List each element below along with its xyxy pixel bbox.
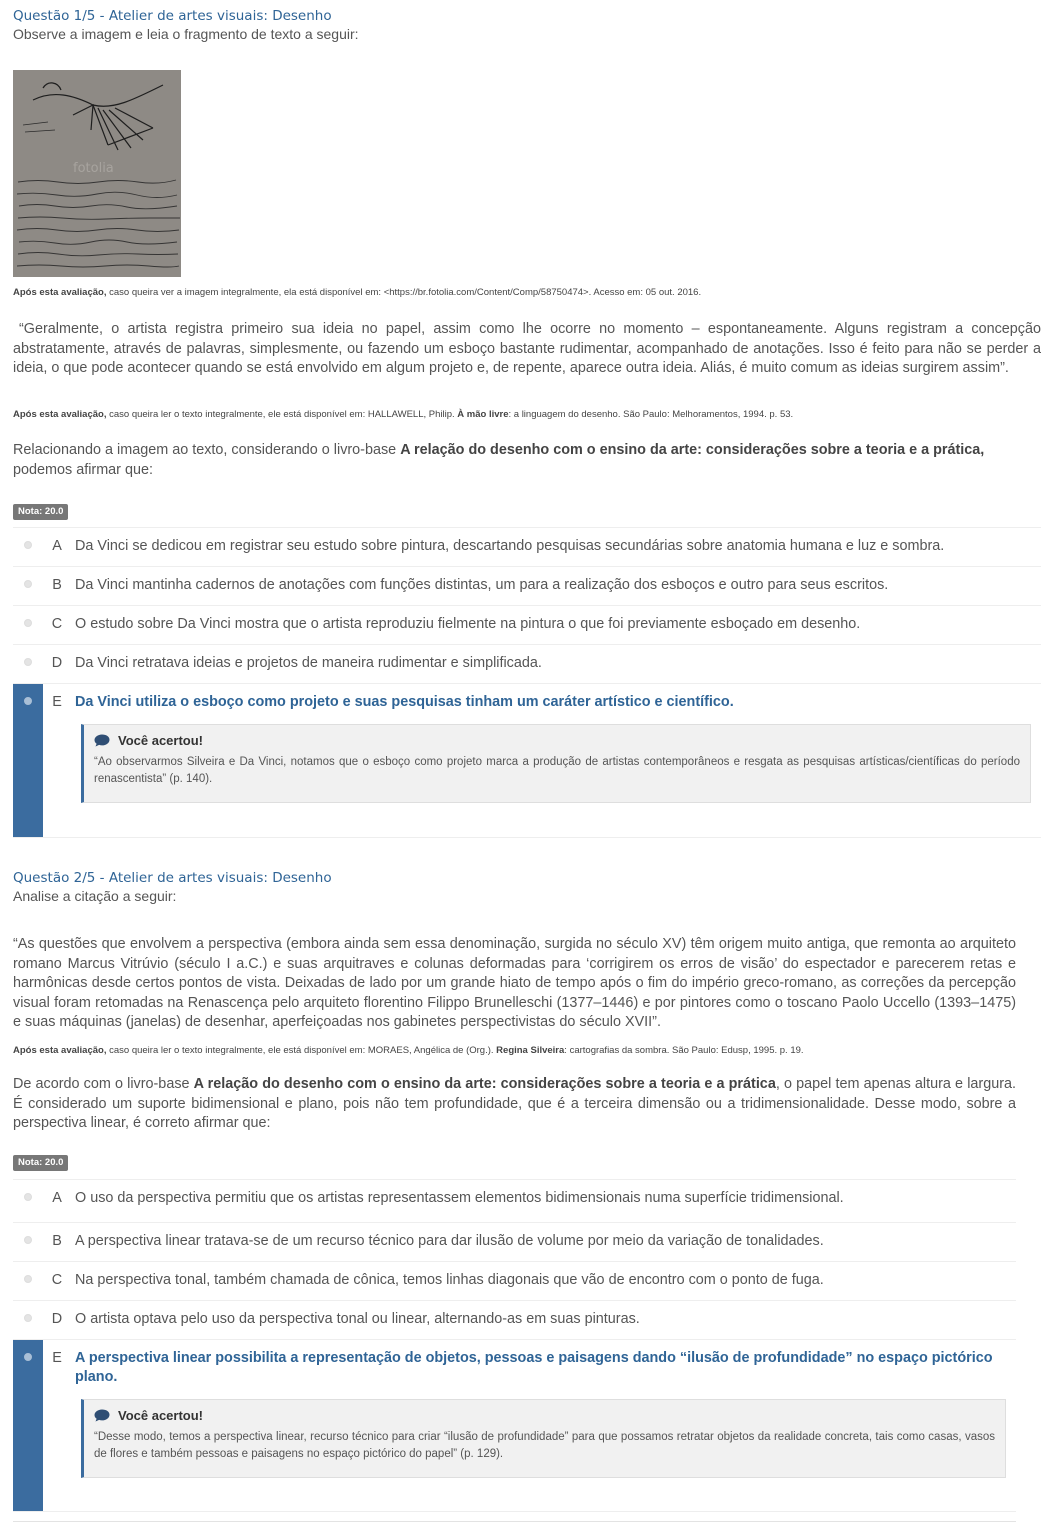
speech-bubble-icon xyxy=(94,734,110,747)
question-2-prompt xyxy=(13,1075,1016,1134)
feedback-title: Você acertou! xyxy=(118,1408,204,1423)
option-letter: E xyxy=(52,1350,62,1366)
source-bold: Após esta avaliação, xyxy=(13,1045,107,1056)
prompt-book-title: A relação do desenho com o ensino da arte: considerações sobre a teoria e a prática xyxy=(193,1076,776,1092)
feedback-text: “Ao observarmos Silveira e Da Vinci, notamos que o esboço como projeto marca a produção de artistas contemporâneos e resgata as pesquisas artísticas/científicas do período renascentista” (p. 140). xyxy=(94,756,1020,785)
prompt-text-end: , o papel tem apenas altura e largura. É considerado um suporte bidimensional e plano, pois não tem profundidade, que é a terceira dimensão ou a tridimensionalidade. Desse modo, sobre a perspectiva linear, é correto afirmar que: xyxy=(13,1076,1016,1131)
question-1-prompt xyxy=(13,441,1013,480)
da-vinci-sketch-image xyxy=(13,70,181,277)
source-text: caso queira ler o texto integralmente, ele está disponível em: MORAES, Angélica de (Org.). xyxy=(106,1045,497,1056)
radio-button[interactable] xyxy=(24,541,32,549)
option-text: Da Vinci se dedicou em registrar seu estudo sobre pintura, descartando pesquisas secundárias sobre anatomia humana e luz e sombra. xyxy=(75,538,945,554)
option-text: Na perspectiva tonal, também chamada de cônica, temos linhas diagonais que vão de encontro com o ponto de fuga. xyxy=(75,1272,824,1288)
option-text: Da Vinci mantinha cadernos de anotações com funções distintas, um para a realização dos esboços e outro para seus escritos. xyxy=(75,577,889,593)
option-text-correct: Da Vinci utiliza o esboço como projeto e suas pesquisas tinham um caráter artístico e científico. xyxy=(75,694,734,710)
grade-badge: Nota: 20.0 xyxy=(13,1155,68,1171)
source-book-title: À mão livre xyxy=(457,409,509,420)
feedback-box xyxy=(81,724,1031,803)
question-1-source xyxy=(13,409,793,421)
option-letter: C xyxy=(51,616,63,632)
question-1-options xyxy=(13,527,1041,838)
option-letter: D xyxy=(51,655,63,671)
option-text: A perspectiva linear tratava-se de um recurso técnico para dar ilusão de volume por meio da variação de tonalidades. xyxy=(75,1233,824,1249)
option-letter: D xyxy=(51,1311,63,1327)
radio-button[interactable] xyxy=(24,619,32,627)
option-e-selected[interactable] xyxy=(13,1340,1016,1512)
option-text: O artista optava pelo uso da perspectiva tonal ou linear, alternando-as em suas pinturas. xyxy=(75,1311,640,1327)
prompt-text-end: podemos afirmar que: xyxy=(13,461,153,478)
radio-button[interactable] xyxy=(24,1314,32,1322)
radio-button[interactable] xyxy=(24,1236,32,1244)
prompt-book-title: A relação do desenho com o ensino da arte: considerações sobre a teoria e a prática, xyxy=(400,442,985,458)
radio-button[interactable] xyxy=(24,658,32,666)
option-text-correct: A perspectiva linear possibilita a representação de objetos, pessoas e paisagens dando “ilusão de profundidade” no espaço pictórico plano. xyxy=(75,1350,993,1385)
feedback-title: Você acertou! xyxy=(118,733,204,748)
question-2-title: Questão 2/5 - Atelier de artes visuais: Desenho xyxy=(13,870,332,886)
source-text: caso queira ler o texto integralmente, ele está disponível em: HALLAWELL, Philip. xyxy=(106,409,458,420)
question-1-quote: “Geralmente, o artista registra primeiro sua ideia no papel, assim como lhe ocorre no momento – espontaneamente. Alguns registram a concepção abstratamente, através de palavras, simplesmente, ou fazendo um esboço bastante rudimentar, acompanhado de anotações. Isso é feito para não se perder a ideia, o que pode acontecer quando se está envolvido em algum projeto e, de repente, aparece outra ideia. Aliás, é muito comum as ideias surgirem assim”. xyxy=(13,321,1041,376)
svg-text:fotolia: fotolia xyxy=(73,161,114,176)
feedback-text: “Desse modo, temos a perspectiva linear, recurso técnico para criar “ilusão de profundidade” para que possamos retratar objetos da realidade concreta, tais como casas, vasos de flores e também pessoas e paisagens no espaço pictórico do papel” (p. 129). xyxy=(94,1431,995,1460)
option-text: O estudo sobre Da Vinci mostra que o artista reproduziu fielmente na pintura o que foi previamente esboçado em desenho. xyxy=(75,616,861,632)
option-a[interactable] xyxy=(13,1180,1016,1223)
option-letter: A xyxy=(52,538,62,554)
prompt-text: De acordo com o livro-base xyxy=(13,1076,194,1092)
feedback-box xyxy=(81,1399,1006,1478)
option-letter: B xyxy=(52,577,62,593)
option-letter: E xyxy=(52,694,62,710)
option-b[interactable] xyxy=(13,1223,1016,1262)
speech-bubble-icon xyxy=(94,1409,110,1422)
source-text-end: : a linguagem do desenho. São Paulo: Melhoramentos, 1994. p. 53. xyxy=(508,409,794,420)
question-1-instruction: Observe a imagem e leia o fragmento de texto a seguir: xyxy=(13,26,359,42)
radio-button-selected[interactable] xyxy=(24,1353,32,1361)
question-2-source xyxy=(13,1045,804,1057)
divider xyxy=(13,1521,1016,1522)
radio-button-selected[interactable] xyxy=(24,697,32,705)
image-caption xyxy=(13,287,701,299)
option-letter: C xyxy=(51,1272,63,1288)
radio-button[interactable] xyxy=(24,580,32,588)
source-text-end: : cartografias da sombra. São Paulo: Edusp, 1995. p. 19. xyxy=(564,1045,804,1056)
radio-button[interactable] xyxy=(24,1193,32,1201)
option-d[interactable] xyxy=(13,645,1041,684)
question-2-quote: “As questões que envolvem a perspectiva (embora ainda sem essa denominação, surgida no século XV) têm origem muito antiga, que remonta ao arquiteto romano Marcus Vitrúvio (século I a.C.) e suas arquitraves e colunas deformadas para ‘corrigirem os erros de visão’ do espectador e parecerem retas e harmônicas desde certos pontos de vista. Deixadas de lado por um grande hiato de tempo após o fim do império greco-romano, as correções da percepção visual foram retomadas na Renascença pelo arquiteto florentino Filippo Brunelleschi (1377–1446) e por pintores como o toscano Paolo Uccello (1393–1475) e suas máquinas (janelas) de desenhar, aperfeiçoadas nos gabinetes perspectivistas do século XVII”. xyxy=(13,936,1016,1030)
source-bold: Após esta avaliação, xyxy=(13,409,107,420)
question-1-title: Questão 1/5 - Atelier de artes visuais: Desenho xyxy=(13,8,332,24)
option-text: Da Vinci retratava ideias e projetos de maneira rudimentar e simplificada. xyxy=(75,655,542,671)
option-a[interactable] xyxy=(13,528,1041,567)
question-1-header xyxy=(13,8,359,43)
radio-button[interactable] xyxy=(24,1275,32,1283)
option-e-selected[interactable] xyxy=(13,684,1041,838)
source-book-title: Regina Silveira xyxy=(496,1045,565,1056)
option-c[interactable] xyxy=(13,1262,1016,1301)
question-2-header xyxy=(13,870,332,905)
question-2-options xyxy=(13,1179,1016,1512)
option-d[interactable] xyxy=(13,1301,1016,1340)
caption-bold: Após esta avaliação, xyxy=(13,287,107,298)
option-text: O uso da perspectiva permitiu que os artistas representassem elementos bidimensionais numa superfície tridimensional. xyxy=(75,1190,844,1206)
caption-text: caso queira ver a imagem integralmente, ela está disponível em: <https://br.fotolia.com/Content/Comp/58750474>. Acesso em: 05 out. 2016. xyxy=(106,287,702,298)
option-letter: A xyxy=(52,1190,62,1206)
grade-badge: Nota: 20.0 xyxy=(13,504,68,520)
prompt-text: Relacionando a imagem ao texto, considerando o livro-base xyxy=(13,442,401,458)
question-2-instruction: Analise a citação a seguir: xyxy=(13,888,177,904)
option-letter: B xyxy=(52,1233,62,1249)
option-c[interactable] xyxy=(13,606,1041,645)
option-b[interactable] xyxy=(13,567,1041,606)
